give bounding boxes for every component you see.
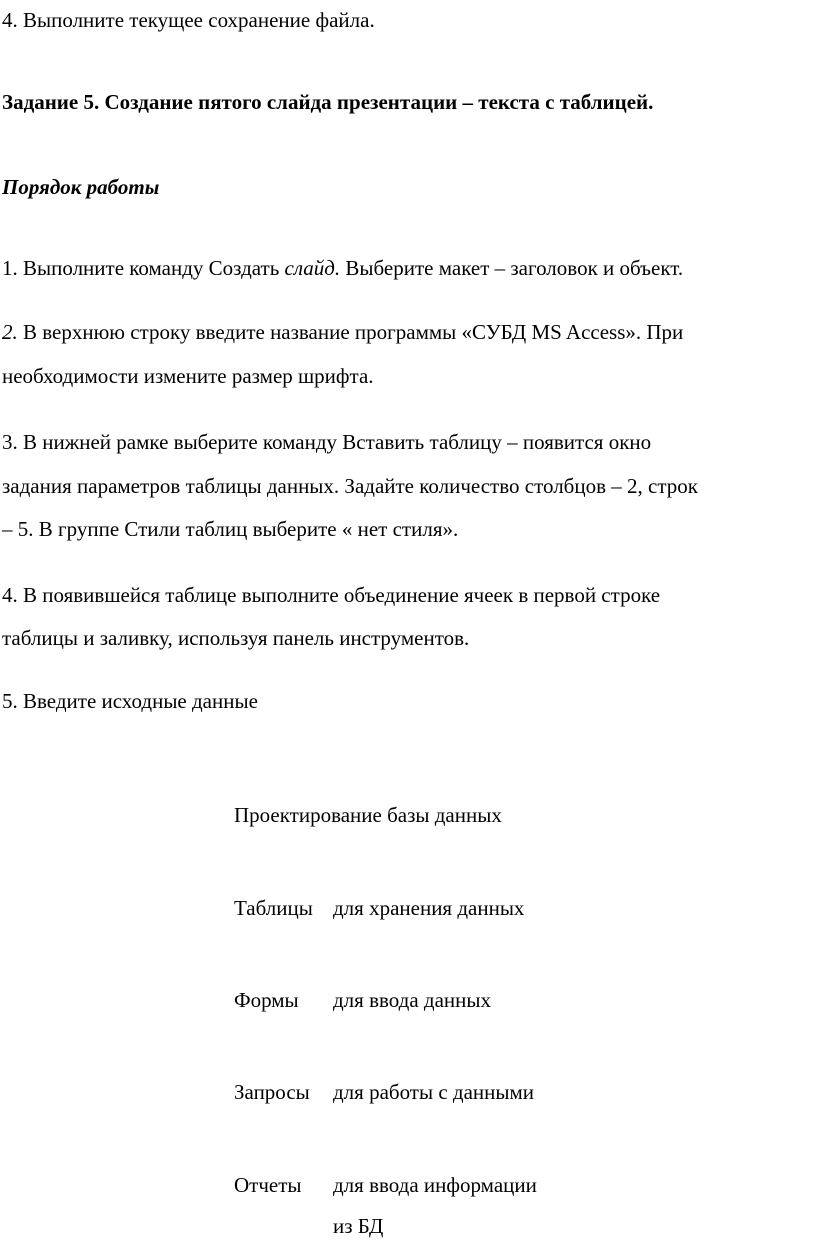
table-cell-desc: для ввода информации [333, 1173, 537, 1197]
step-1 [2, 258, 683, 279]
table-cell-name: Формы [234, 988, 299, 1012]
step-4-line-1: 4. В появившейся таблице выполните объединение ячеек в первой строке [2, 583, 661, 607]
step-2-line-2: необходимости измените размер шрифта. [2, 364, 374, 388]
procedure-heading: Порядок работы [2, 175, 160, 199]
step-2-number: 2. [2, 320, 18, 344]
table-cell-name: Запросы [234, 1080, 310, 1104]
table-cell-name: Отчеты [234, 1173, 302, 1197]
step-4-line-2: таблицы и заливку, используя панель инструментов. [2, 626, 470, 650]
table-cell-desc: для работы с данными [333, 1080, 535, 1104]
table-cell-desc-continued: из БД [333, 1214, 384, 1238]
task-heading: Задание 5. Создание пятого слайда презентации – текста с таблицей. [2, 90, 654, 114]
step-2-text: В верхнюю строку введите название программы «СУБД MS Access». При [17, 320, 684, 344]
step-3-line-1: 3. В нижней рамке выберите команду Вставить таблицу – появится окно [2, 430, 652, 454]
table-header: Проектирование базы данных [234, 803, 502, 827]
step-5: 5. Введите исходные данные [2, 689, 258, 713]
step-1-prefix: 1. Выполните команду Создать [2, 256, 285, 280]
table-cell-desc: для ввода данных [333, 988, 492, 1012]
step-4-previous: 4. Выполните текущее сохранение файла. [2, 8, 375, 32]
table-cell-desc: для хранения данных [333, 896, 525, 920]
step-1-italic: слайд. [284, 256, 341, 280]
table-cell-name: Таблицы [234, 896, 313, 920]
step-3-line-2: задания параметров таблицы данных. Задайте количество столбцов – 2, строк [2, 474, 698, 498]
step-2-line-1 [2, 322, 683, 343]
step-3-line-3: – 5. В группе Стили таблиц выберите « нет стиля». [2, 517, 459, 541]
step-1-suffix: Выберите макет – заголовок и объект. [340, 256, 684, 280]
